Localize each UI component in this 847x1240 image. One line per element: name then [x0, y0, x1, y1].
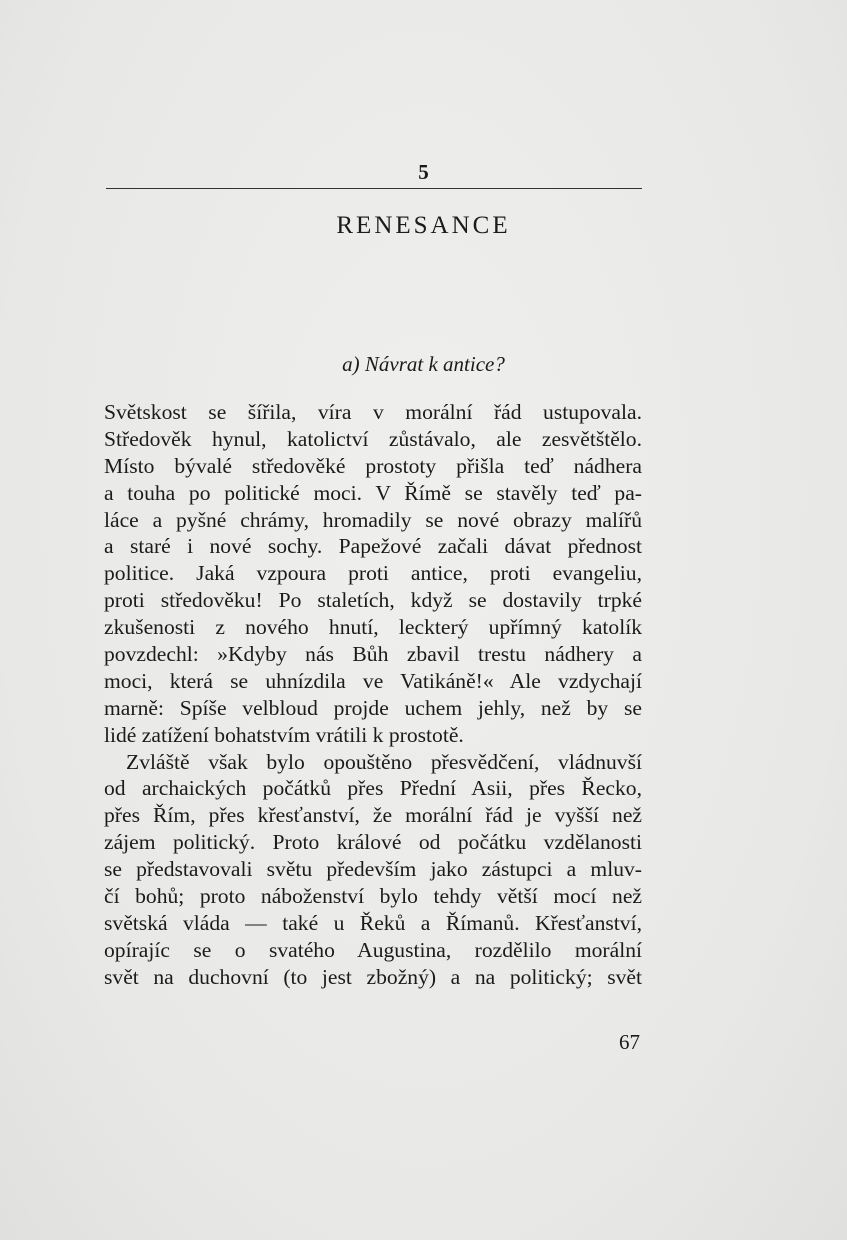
text-line: od archaických počátků přes Přední Asii, přes Řecko, — [104, 776, 642, 801]
text-line: Středověk hynul, katolictví zůstávalo, ale zesvětštělo. — [104, 426, 642, 451]
paragraph-2 — [104, 749, 642, 991]
chapter-title: RENESANCE — [336, 212, 511, 239]
text-line: se představovali světu především jako zástupci a mluv- — [104, 857, 642, 882]
body-text — [104, 399, 642, 991]
text-line: Místo bývalé středověké prostoty přišla teď nádhera — [104, 453, 642, 478]
paragraph-1 — [104, 399, 642, 749]
text-line: moci, která se uhnízdila ve Vatikáně!« Ale vzdychají — [104, 668, 642, 693]
text-line: povzdechl: »Kdyby nás Bůh zbavil trestu nádhery a — [104, 642, 642, 667]
text-line: láce a pyšné chrámy, hromadily se nové obrazy malířů — [104, 507, 642, 532]
text-line: politice. Jaká vzpoura proti antice, proti evangeliu, — [104, 561, 642, 586]
text-line: a staré i nové sochy. Papežové začali dávat přednost — [104, 534, 642, 559]
text-line: zájem politický. Proto králové od počátku vzdělanosti — [104, 830, 642, 855]
text-line: přes Řím, přes křesťanství, že morální řád je vyšší než — [104, 803, 642, 828]
chapter-number: 5 — [418, 160, 429, 184]
text-line: marně: Spíše velbloud projde uchem jehly, než by se — [104, 695, 642, 720]
section-title: a) Návrat k antice? — [342, 352, 505, 376]
text-line: Zvláště však bylo opouštěno přesvědčení, vládnuvší — [126, 749, 642, 774]
text-line: světská vláda — také u Řeků a Římanů. Křesťanství, — [104, 910, 642, 935]
text-line: svět na duchovní (to jest zbožný) a na politický; svět — [104, 964, 642, 989]
chapter-rule — [106, 188, 642, 189]
page-number: 67 — [619, 1030, 640, 1054]
text-line: Světskost se šířila, víra v morální řád ustupovala. — [104, 400, 642, 424]
text-line: zkušenosti z nového hnutí, leckterý upřímný katolík — [104, 615, 642, 640]
text-line: proti středověku! Po staletích, když se dostavily trpké — [104, 588, 642, 613]
text-line: opírajíc se o svatého Augustina, rozdělilo morální — [104, 937, 642, 962]
text-line: čí bohů; proto náboženství bylo tehdy větší mocí než — [104, 884, 642, 909]
text-line: lidé zatížení bohatstvím vrátili k prostotě. — [104, 722, 464, 747]
text-line: a touha po politické moci. V Římě se stavěly teď pa- — [104, 480, 642, 505]
